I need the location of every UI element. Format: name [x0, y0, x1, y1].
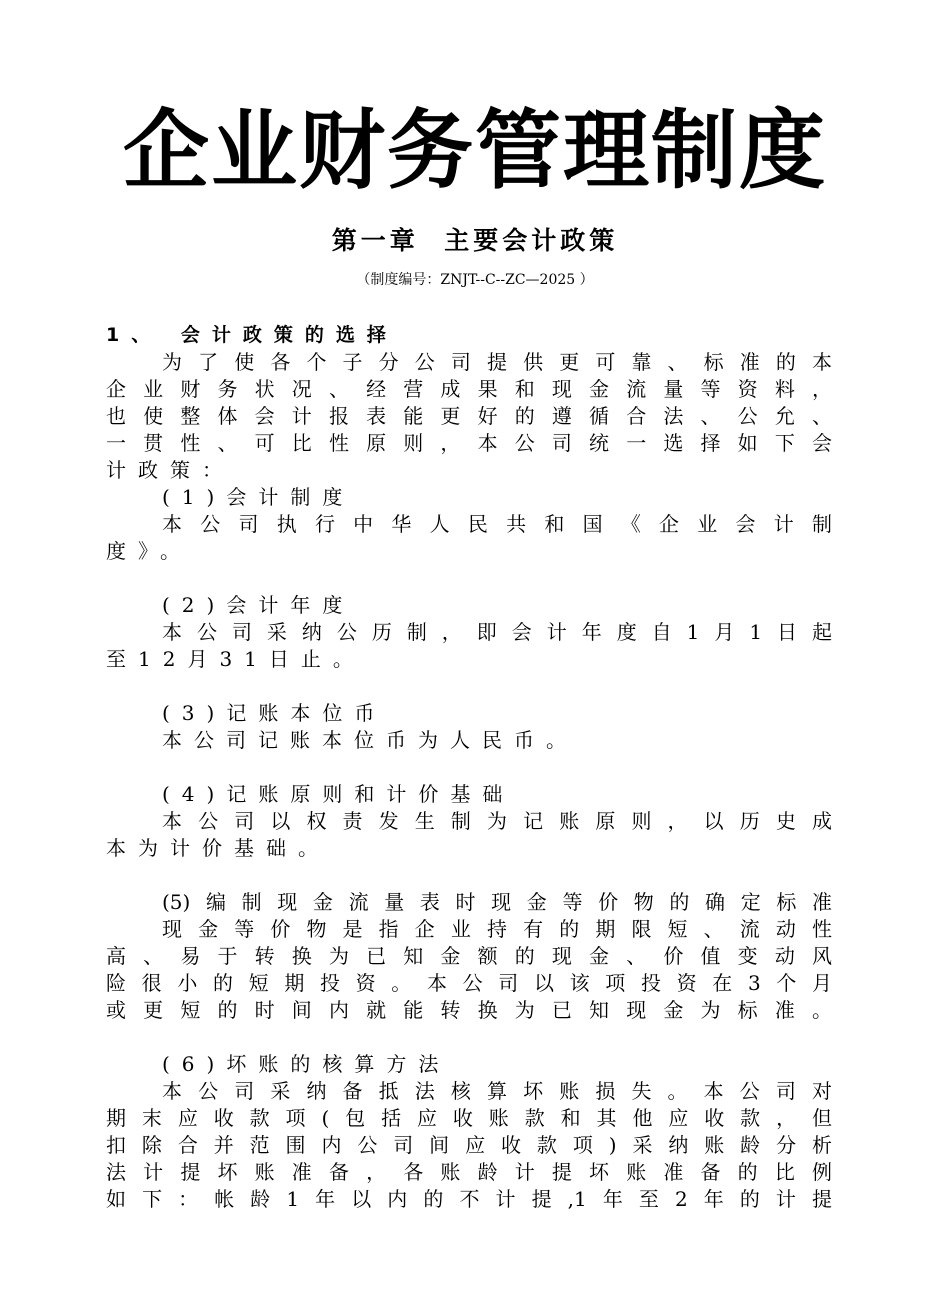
paragraph-line: 或更短的时间内就能转换为已知现金为标准。 — [106, 998, 832, 1022]
item-title-accounting-system: (1)会计制度 — [162, 485, 355, 509]
paragraph-line: 高、易于转换为已知金额的现金、价值变动风 — [106, 944, 832, 968]
paragraph-line: 企业财务状况、经营成果和现金流量等资料， — [106, 377, 832, 401]
paragraph-line: 扣除合并范围内公司间应收款项)采纳账龄分析 — [106, 1133, 832, 1157]
paragraph-line: 本公司以权责发生制为记账原则，以历史成 — [162, 809, 832, 833]
paragraph-line: 期末应收款项(包括应收账款和其他应收款，但 — [106, 1106, 832, 1130]
paragraph-line: 险很小的短期投资。本公司以该项投资在3个月 — [106, 971, 832, 995]
item-title-cash-equivalents: (5)编制现金流量表时现金等价物的确定标准 — [162, 890, 832, 914]
paragraph-line: 本为计价基础。 — [106, 836, 330, 860]
item-title-bad-debt: (6)坏账的核算方法 — [162, 1052, 451, 1076]
paragraph-line: 也使整体会计报表能更好的遵循合法、公允、 — [106, 404, 832, 428]
paragraph-line: 现金等价物是指企业持有的期限短、流动性 — [162, 917, 832, 941]
paragraph-line: 至12月31日止。 — [106, 647, 365, 671]
paragraph-line: 度》。 — [106, 539, 192, 563]
item-title-accounting-basis: (4)记账原则和计价基础 — [162, 782, 515, 806]
item-title-currency: (3)记账本位币 — [162, 701, 387, 725]
document-code: （制度编号：ZNJT--C--ZC—2025 ） — [356, 272, 594, 288]
chapter-title: 第一章 主要会计政策 — [331, 226, 619, 255]
paragraph-line: 本公司记账本位币为人民币。 — [162, 728, 578, 752]
paragraph-line: 为了使各个子分公司提供更可靠、标准的本 — [162, 350, 832, 374]
paragraph-line: 本公司执行中华人民共和国《企业会计制 — [162, 512, 832, 536]
section-heading: 1、 会计政策的选择 — [106, 324, 398, 346]
paragraph-line: 如下：帐龄1年以内的不计提,1年至2年的计提 — [106, 1187, 832, 1211]
paragraph-line: 一贯性、可比性原则，本公司统一选择如下会 — [106, 431, 832, 455]
paragraph-line: 计政策： — [106, 458, 234, 482]
item-title-fiscal-year: (2)会计年度 — [162, 593, 355, 617]
paragraph-line: 本公司采纳公历制，即会计年度自1月1日起 — [162, 620, 832, 644]
section-accounting-policy — [106, 322, 832, 1213]
paragraph-line: 本公司采纳备抵法核算坏账损失。本公司对 — [162, 1079, 832, 1103]
document-title: 企业财务管理制度 — [123, 100, 827, 201]
paragraph-line: 法计提坏账准备，各账龄计提坏账准备的比例 — [106, 1160, 832, 1184]
